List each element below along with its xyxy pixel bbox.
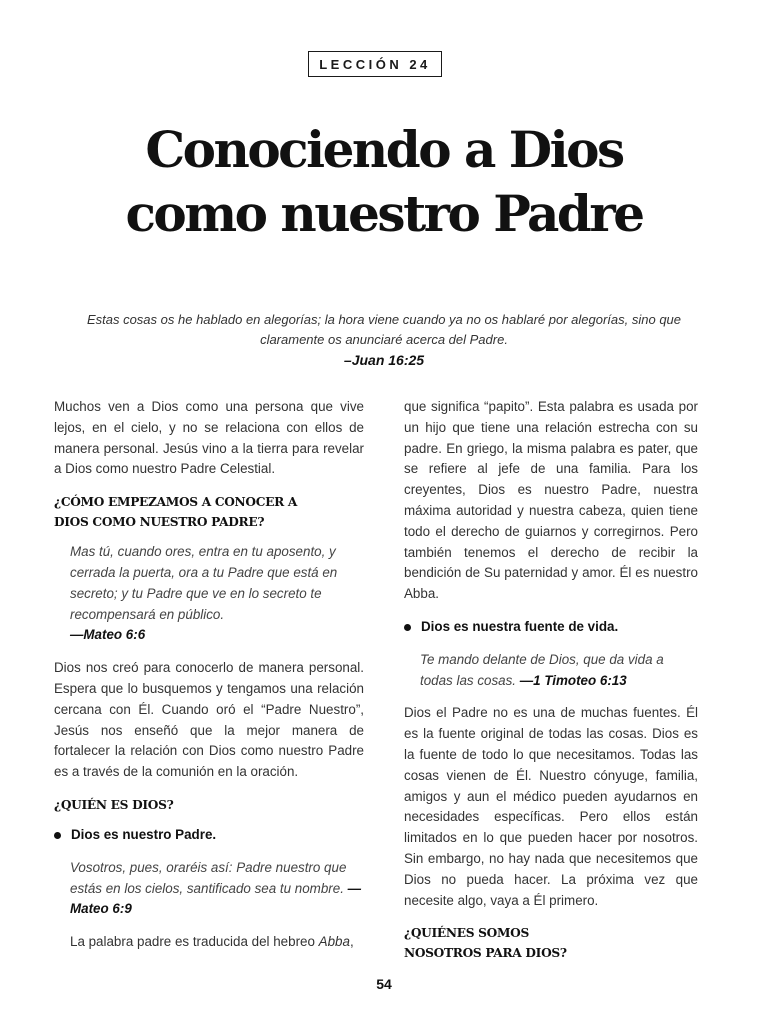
verse-quote [70,542,364,646]
paragraph [54,932,364,953]
bullet-dot-icon [404,624,411,631]
epigraph-quote: Estas cosas os he hablado en alegorías; la hora viene cuando ya no os hablaré por alegorías, sino que claramente os anunciaré acerca del Padre. [86,312,682,347]
epigraph-reference: –Juan 16:25 [343,352,425,368]
bullet-point [54,825,364,846]
bullet-dot-icon [54,832,61,839]
right-column [404,397,698,973]
bullet-point [404,617,698,638]
page-number: 54 [376,976,392,992]
verse-text: Mas tú, cuando ores, entra en tu aposento, y cerrada la puerta, ora a tu Padre que está en secreto; y tu Padre que ve en lo secreto te recompensará en público. [70,544,338,622]
paragraph: Dios nos creó para conocerlo de manera personal. Espera que lo busquemos y tengamos una relación cercana con Él. Cuando oró el “Padre Nuestro”, Jesús nos enseñó que la mejor manera de fortalecer la relación con Dios como nuestro Padre es a través de la comunión en la oración. [54,660,364,780]
heading-line: NOSOTROS PARA DIOS? [404,946,567,961]
bullet-text: Dios es nuestro Padre. [71,826,217,842]
epigraph [80,310,688,370]
text-span: , [349,934,354,950]
heading-line: ¿QUIÉNES SOMOS [404,926,529,941]
verse-quote [70,858,364,920]
paragraph: que significa “papito”. Esta palabra es usada por un hijo que tiene una relación estrecha con su padre. En griego, la misma palabra es pater, que se refiere al jefe de una familia. Para los creyentes, Dios es nuestro Padre, nuestra máxima autoridad y nuestra cabeza, quien tiene todo el derecho de guiarnos y corregirnos. Pero también tenemos el derecho de recibir la bendición de Su paternidad y amor. Él es nuestro Abba. [404,399,698,602]
section-heading [54,492,364,532]
verse-text: Te mando delante de Dios, que da vida a todas las cosas. [420,651,664,688]
section-heading [404,923,698,963]
verse-reference: —Mateo 6:9 [70,880,362,917]
bullet-text: Dios es nuestra fuente de vida. [421,618,619,634]
page-title [0,118,768,246]
verse-text: Vosotros, pues, oraréis así: Padre nuestro que estás en los cielos, santificado sea tu nombre. [70,859,347,896]
lesson-label: LECCIÓN 24 [308,51,442,77]
title-line-2: como nuestro Padre [125,184,643,243]
section-heading: ¿QUIÉN ES DIOS? [54,797,174,812]
text-span: La palabra padre es traducida del hebreo [70,934,319,950]
left-column [54,397,364,953]
italic-word: Abba [318,934,350,950]
heading-line: DIOS COMO NUESTRO PADRE? [54,515,265,530]
verse-reference: —1 Timoteo 6:13 [519,672,627,688]
verse-quote [420,650,698,692]
verse-reference: —Mateo 6:6 [70,627,146,643]
heading-line: ¿CÓMO EMPEZAMOS A CONOCER A [54,495,298,510]
paragraph: Muchos ven a Dios como una persona que vive lejos, en el cielo, y no se relaciona con ellos de manera personal. Jesús vino a la tierra para revelar a Dios como nuestro Padre Celestial. [54,399,364,477]
paragraph: Dios el Padre no es una de muchas fuentes. Él es la fuente original de todas las cosas. Dios es la fuente de todo lo que necesitamos. Todas las cosas vienen de Él. Nuestro cónyuge, familia, amigos y aun el médico pueden ayudarnos en necesidades específicas. Pero ellos están limitados en lo que pueden hacer por nosotros. Sin embargo, no hay nada que necesitemos que Dios no pueda hacer. La próxima vez que necesite algo, vaya a Él primero. [404,705,698,908]
title-line-1: Conociendo a Dios [145,120,623,179]
